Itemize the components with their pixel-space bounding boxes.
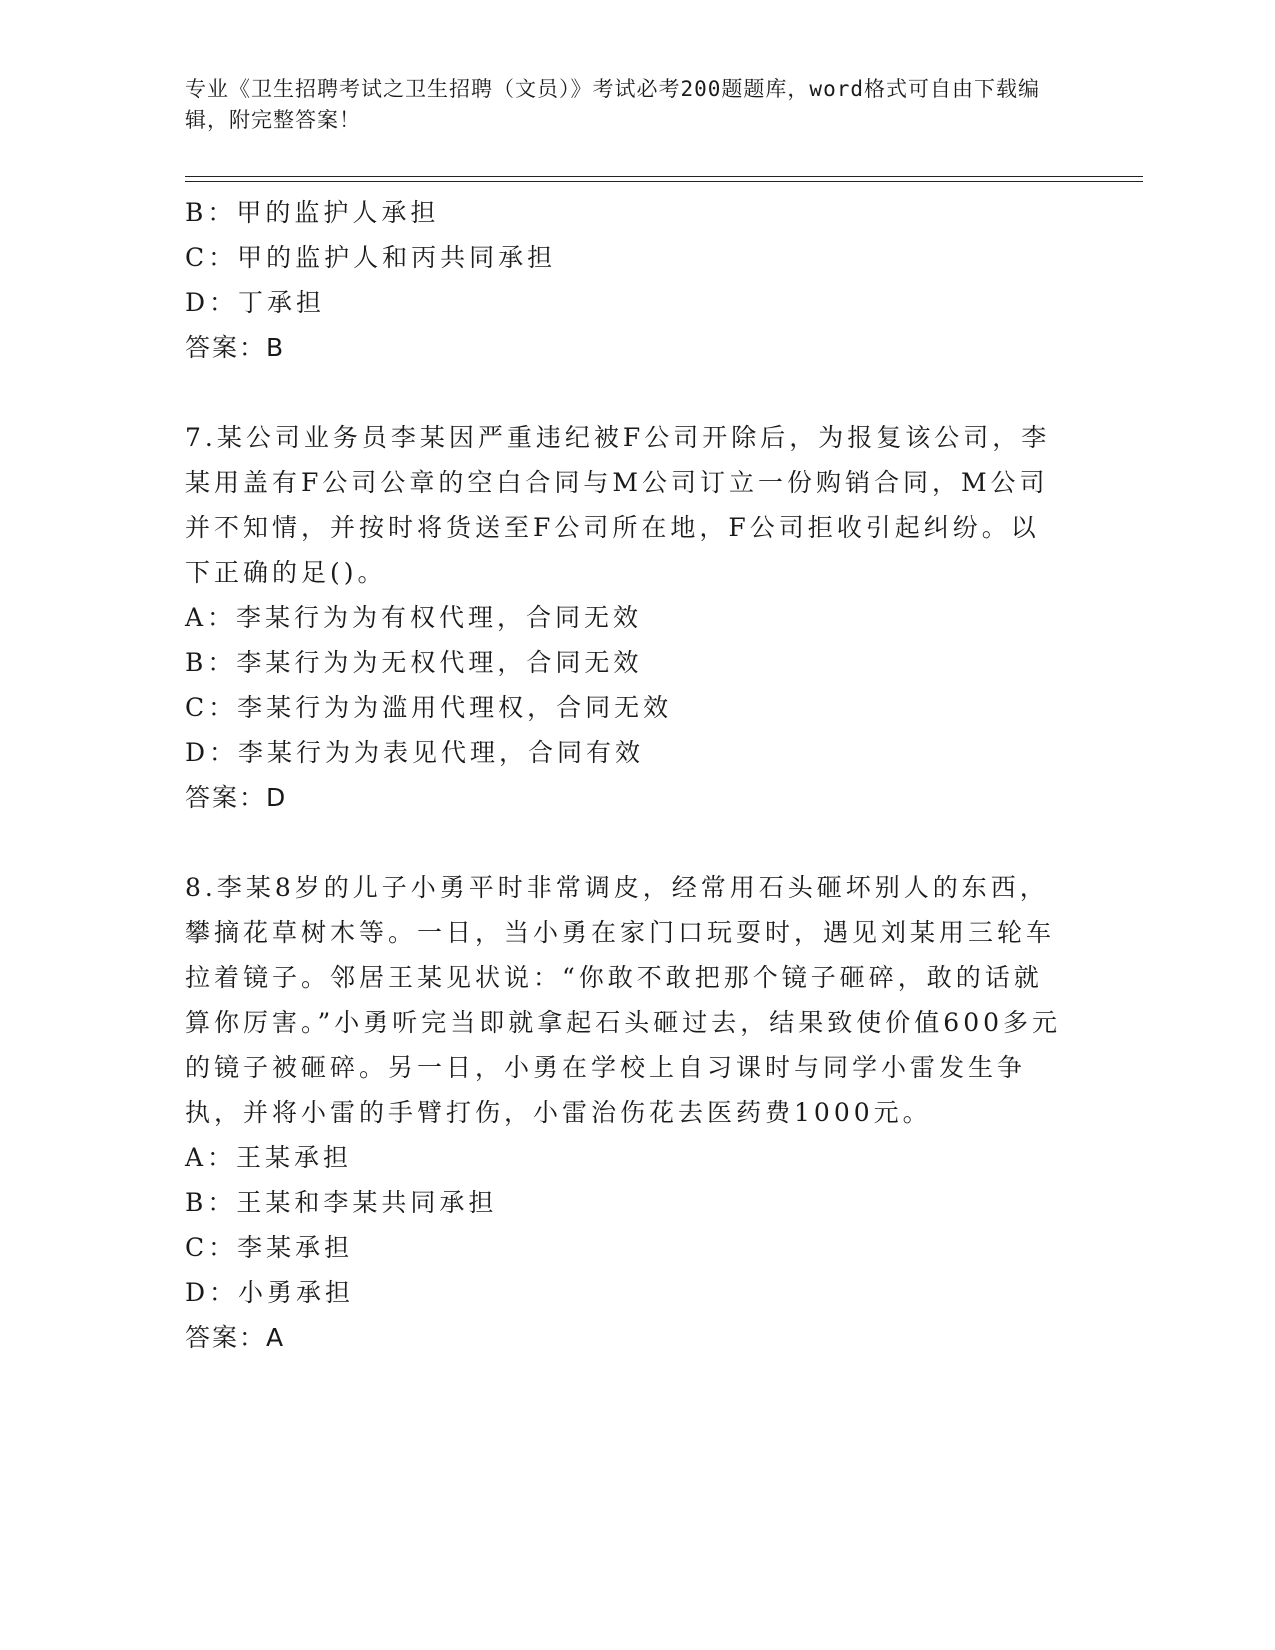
option-c: C：甲的监护人和丙共同承担 — [185, 243, 557, 272]
question-stem: 7.某公司业务员李某因严重违纪被F公司开除后，为报复该公司，李某用盖有F公司公章的空白合同与M公司订立一份购销合同，M公司并不知情，并按时将货送至F公司所在地，F公司拒收引起纠纷。以下正确的足()。 — [185, 423, 1051, 587]
document-header: 专业《卫生招聘考试之卫生招聘（文员）》考试必考200题题库，word格式可自由下载编辑，附完整答案！ — [185, 77, 1040, 132]
spacer — [185, 820, 1085, 865]
question-list — [185, 190, 1085, 1360]
option-d: D：丁承担 — [185, 288, 326, 317]
option-b: B：李某行为为无权代理，合同无效 — [185, 648, 643, 677]
header-divider-bottom — [185, 181, 1143, 182]
option-a: A：李某行为为有权代理，合同无效 — [185, 603, 643, 632]
option-b: B：王某和李某共同承担 — [185, 1188, 498, 1217]
answer-line: 答案：A — [185, 1323, 286, 1352]
option-d: D：李某行为为表见代理，合同有效 — [185, 738, 645, 767]
option-d: D：小勇承担 — [185, 1278, 355, 1307]
question-stem: 8.李某8岁的儿子小勇平时非常调皮，经常用石头砸坏别人的东西，攀摘花草树木等。一日，当小勇在家门口玩耍时，遇见刘某用三轮车拉着镜子。邻居王某见状说：“你敢不敢把那个镜子砸碎，敢的话就算你厉害。”小勇听完当即就拿起石头砸过去，结果致使价值600多元的镜子被砸碎。另一日，小勇在学校上自习课时与同学小雷发生争执，并将小雷的手臂打伤，小雷治伤花去医药费1000元。 — [185, 873, 1062, 1127]
option-a: A：王某承担 — [185, 1143, 353, 1172]
question-block-8 — [185, 865, 1085, 1360]
header-divider-top — [185, 176, 1143, 177]
answer-line: 答案：D — [185, 783, 288, 812]
option-c: C：李某行为为滥用代理权，合同无效 — [185, 693, 673, 722]
answer-line: 答案：B — [185, 333, 286, 362]
question-block-7 — [185, 415, 1085, 820]
option-b: B：甲的监护人承担 — [185, 198, 440, 227]
spacer — [185, 370, 1085, 415]
option-c: C：李某承担 — [185, 1233, 354, 1262]
prev-question-block — [185, 190, 1085, 370]
